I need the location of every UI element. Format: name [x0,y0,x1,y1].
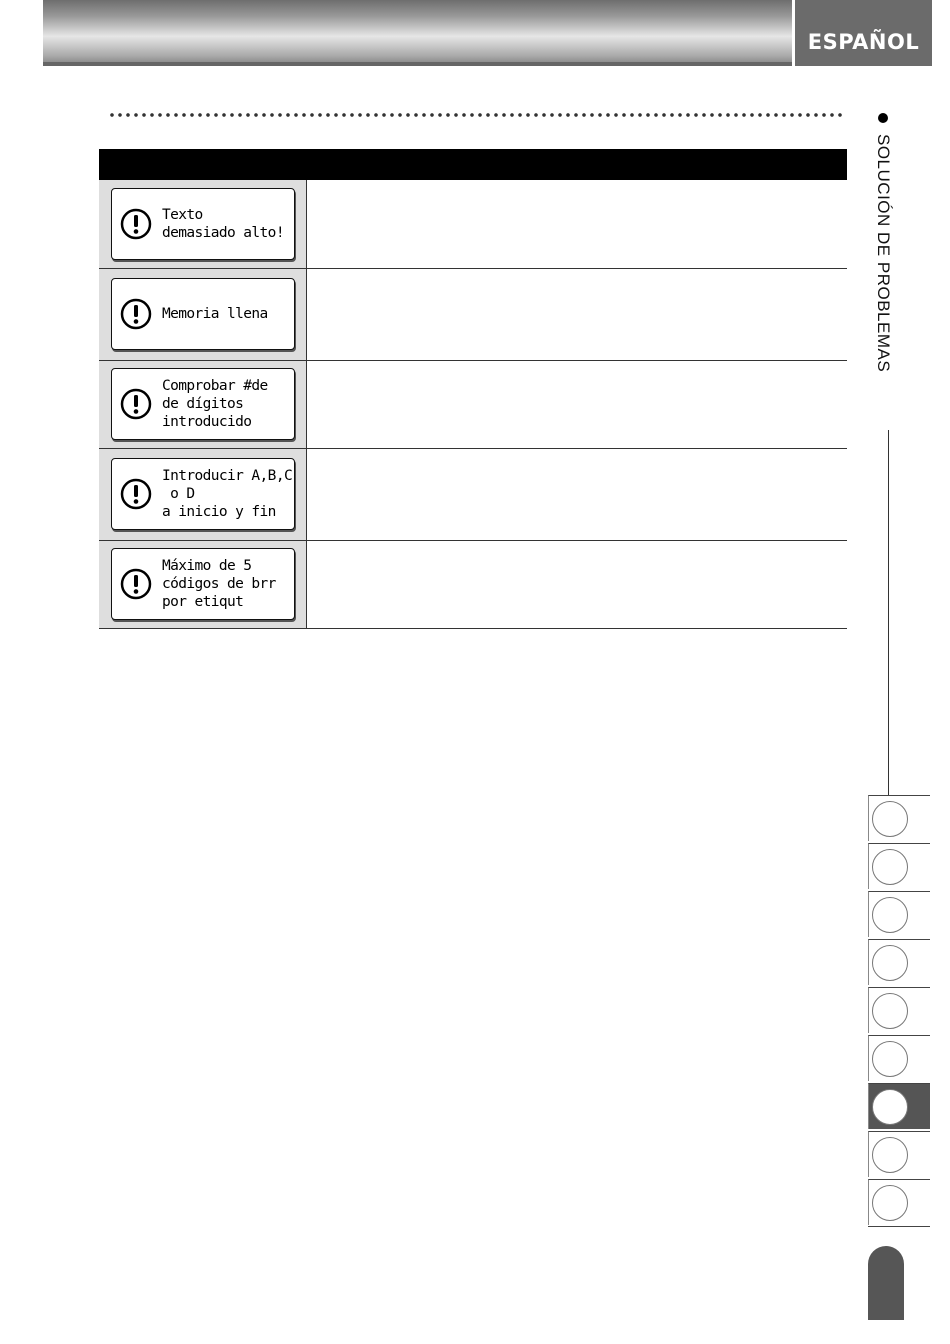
chapter-tab-7-active[interactable] [868,1083,930,1129]
language-tab: ESPAÑOL [792,0,932,66]
message-cell [99,180,306,268]
chapter-circle-icon [872,849,908,885]
table-row [99,540,847,628]
section-divider [888,430,889,800]
description-cell [306,268,847,360]
message-cell [99,540,306,628]
page-number-tab [868,1246,904,1320]
description-cell [306,540,847,628]
table-header-row [99,149,847,180]
exclamation-icon [120,478,152,510]
chapter-tabs-bottom-rule [868,1226,930,1227]
lcd-message-display [111,278,295,350]
lcd-message-text: Máximo de 5 códigos de brr por etiqut [162,558,276,610]
description-cell [306,180,847,268]
chapter-circle-icon [872,801,908,837]
section-bullet-icon [878,113,888,123]
chapter-tab-4[interactable] [868,939,930,985]
description-cell [306,360,847,448]
table-row [99,360,847,448]
dotted-rule [108,111,845,119]
lcd-message-display [111,458,295,530]
exclamation-icon [120,388,152,420]
exclamation-icon [120,208,152,240]
chapter-tab-1[interactable] [868,795,930,841]
chapter-tab-8[interactable] [868,1131,930,1177]
chapter-tab-2[interactable] [868,843,930,889]
chapter-tab-3[interactable] [868,891,930,937]
exclamation-icon [120,568,152,600]
lcd-message-text: Memoria llena [162,306,268,322]
lcd-message-text: Introducir A,B,C o D a inicio y fin [162,468,293,520]
table-header-description [306,149,847,180]
lcd-message-text: Texto demasiado alto! [162,206,284,241]
chapter-circle-icon [872,993,908,1029]
lcd-message-display [111,368,295,440]
message-cell [99,360,306,448]
chapter-tab-6[interactable] [868,1035,930,1081]
chapter-circle-icon [872,1185,908,1221]
chapter-circle-icon [872,945,908,981]
table-row [99,448,847,540]
section-label: SOLUCIÓN DE PROBLEMAS [874,134,893,373]
description-cell [306,448,847,540]
exclamation-icon [120,298,152,330]
chapter-circle-icon [872,1137,908,1173]
chapter-circle-icon [872,1089,908,1125]
chapter-circle-icon [872,1041,908,1077]
table-header-message [99,149,306,180]
lcd-message-display [111,548,295,620]
table-row [99,180,847,268]
header-band [43,0,792,66]
message-cell [99,268,306,360]
error-message-table [99,149,847,629]
lcd-message-display [111,188,295,260]
table-row [99,268,847,360]
chapter-circle-icon [872,897,908,933]
chapter-tab-5[interactable] [868,987,930,1033]
lcd-message-text: Comprobar #de de dígitos introducido [162,378,268,430]
message-cell [99,448,306,540]
chapter-tab-9[interactable] [868,1179,930,1225]
